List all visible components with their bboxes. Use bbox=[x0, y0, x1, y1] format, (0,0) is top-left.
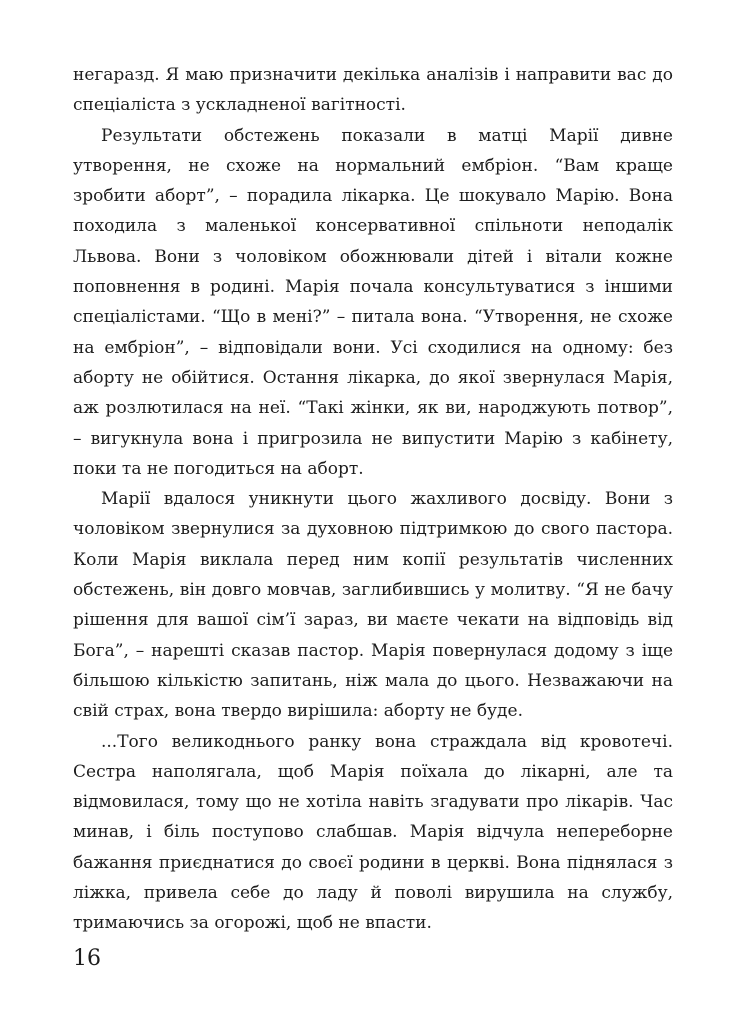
page-body bbox=[73, 60, 673, 939]
paragraph-continuation: негаразд. Я маю призначити декілька аналізів і направити вас до спеціаліста з ускладненої вагітності. bbox=[73, 65, 673, 116]
paragraph-examination-results: Результати обстежень показали в матці Марії дивне утворення, не схоже на нормальний ембріон. “Вам краще зробити аборт”, – порадила лікарка. Це шокувало Марію. Вона походила з маленької консервативної спільноти неподалік Львова. Вони з чоловіком обожнювали дітей і вітали кожне поповнення в родині. Марія почала консультуватися з іншими спеціалістами. “Що в мені?” – питала вона. “Утворення, не схоже на ембріон”, – відповідали вони. Усі сходилися на одному: без аборту не обійтися. Остання лікарка, до якої звернулася Марія, аж розлютилася на неї. “Такі жінки, як ви, народжують потвор”, – вигукнула вона і пригрозила не випустити Марію з кабінету, поки та не погодиться на аборт. bbox=[73, 125, 673, 479]
page-number: 16 bbox=[73, 946, 101, 971]
paragraph-easter-morning: ...Того великоднього ранку вона страждала від кровотечі. Сестра наполягала, щоб Марія поїхала до лікарні, але та відмовилася, тому що не хотіла навіть згадувати про лікарів. Час минав, і біль поступово слабшав. Марія відчула непереборне бажання приєднатися до своєї родини в церкві. Вона піднялася з ліжка, привела себе до ладу й поволі вирушила на службу, тримаючись за огорожі, щоб не впасти. bbox=[73, 731, 673, 934]
paragraph-pastor-visit: Марії вдалося уникнути цього жахливого досвіду. Вони з чоловіком звернулися за духовною підтримкою до свого пастора. Коли Марія виклала перед ним копії результатів численних обстежень, він довго мовчав, заглибившись у молитву. “Я не бачу рішення для вашої сім’ї зараз, ви маєте чекати на відповідь від Бога”, – нарешті сказав пастор. Марія повернулася додому з іще більшою кількістю запитань, ніж мала до цього. Незважаючи на свій страх, вона твердо вирішила: аборту не буде. bbox=[73, 489, 673, 722]
